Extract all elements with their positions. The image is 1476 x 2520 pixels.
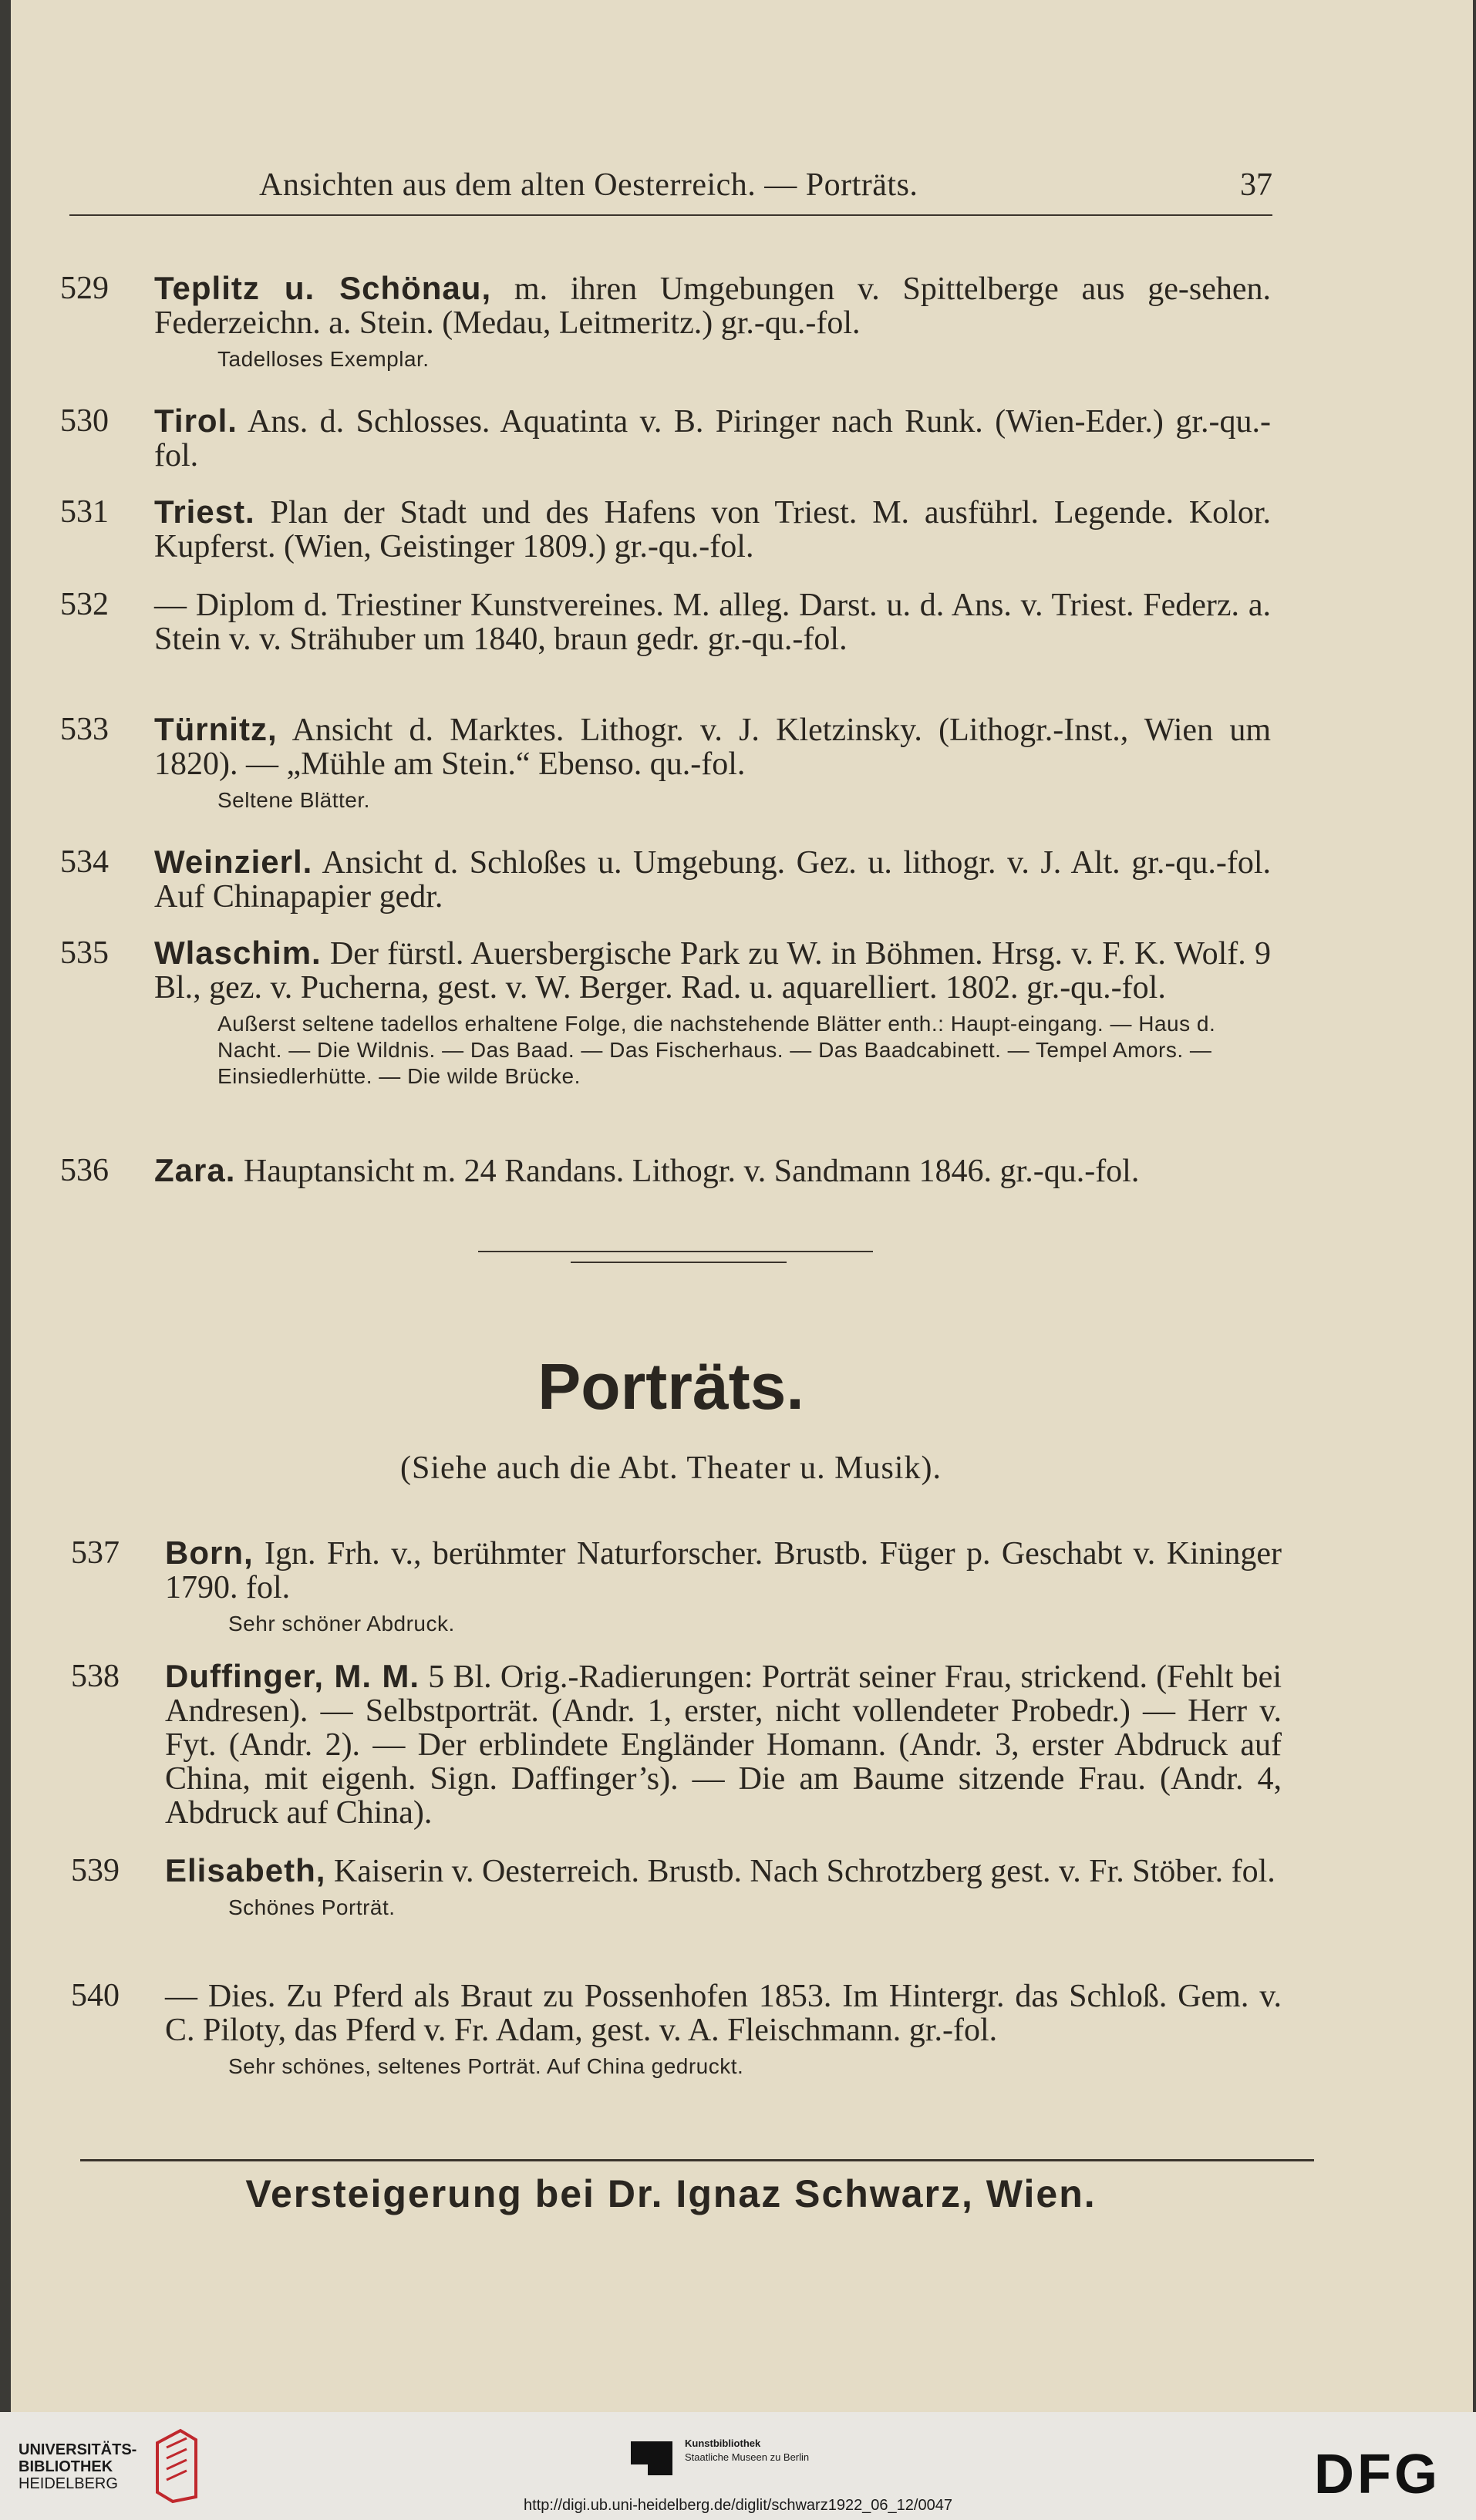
catalog-entry (60, 713, 1271, 814)
entry-body (154, 936, 1271, 1005)
kb-line-1: Kunstbibliothek (685, 2437, 761, 2449)
entry-heading: Triest. (154, 494, 255, 530)
entry-number: 534 (60, 844, 109, 880)
univ-line-2: BIBLIOTHEK (19, 2458, 113, 2475)
catalog-entry (60, 845, 1271, 914)
entry-body (154, 1154, 1271, 1188)
section-title: Porträts. (537, 1350, 804, 1423)
univ-line-3: HEIDELBERG (19, 2475, 118, 2492)
entry-body (165, 1854, 1282, 1888)
entry-body (154, 404, 1271, 473)
entry-number: 532 (60, 587, 109, 622)
entry-number: 538 (71, 1659, 120, 1694)
header-title: Ansichten aus dem alten Oesterreich. — Porträts. (259, 167, 918, 203)
kunstbibliothek-label (685, 2437, 809, 2464)
catalog-entry (60, 1154, 1271, 1188)
kb-line-2: Staatliche Museen zu Berlin (685, 2451, 810, 2463)
page-number: 37 (1240, 167, 1272, 203)
entry-body (154, 845, 1271, 914)
entry-note: Außerst seltene tadellos erhaltene Folge, die nachstehende Blätter enth.: Haupt-eingang. — Haus d. Nacht. — Die Wildnis. — Das Baad. — Das Fischerhaus. — Das Baadcabinett. — Tempel Amors. — Einsiedlerhütte. — Die wilde Brücke. (217, 1012, 1216, 1088)
entry-note: Sehr schönes, seltenes Porträt. Auf China gedruckt. (228, 2054, 744, 2078)
entry-body (165, 1659, 1282, 1830)
entry-number: 537 (71, 1535, 120, 1571)
entry-text: — Diplom d. Triestiner Kunstvereines. M. alleg. Darst. u. d. Ans. v. Triest. Federz. a. Stein v. v. Strähuber um 1840, braun gedr. gr.-qu.-fol. (154, 588, 1271, 657)
entry-note: Schönes Porträt. (228, 1895, 396, 1919)
running-header (69, 167, 1272, 216)
entry-number: 533 (60, 712, 109, 747)
catalog-entry (71, 1854, 1282, 1921)
entry-number: 536 (60, 1153, 109, 1188)
entry-body (154, 271, 1271, 340)
entry-number: 530 (60, 403, 109, 439)
entry-text: — Dies. Zu Pferd als Braut zu Possenhofen 1853. Im Hintergr. das Schloß. Gem. v. C. Piloty, das Pferd v. Fr. Adam, gest. v. A. Fleischmann. gr.-fol. (165, 1979, 1282, 2048)
entry-text: Der fürstl. Auersbergische Park zu W. in Böhmen. Hrsg. v. F. K. Wolf. 9 Bl., gez. v. Pucherna, gest. v. W. Berger. Rad. u. aquarelliert. 1802. gr.-qu.-fol. (154, 936, 1271, 1006)
heidelberg-library-logo-icon (150, 2427, 204, 2505)
entry-heading: Wlaschim. (154, 935, 322, 971)
section-divider-lower (571, 1262, 787, 1263)
entry-body (154, 713, 1271, 781)
entry-number: 539 (71, 1853, 120, 1888)
footer-rule (80, 2159, 1314, 2161)
auction-footer: Versteigerung bei Dr. Ignaz Schwarz, Wien. (245, 2172, 1097, 2215)
entry-note: Tadelloses Exemplar. (217, 347, 430, 371)
entry-text: 5 Bl. Orig.-Radierungen: Porträt seiner Frau, strickend. (Fehlt bei Andresen). — Selbstporträt. (Andr. 1, erster, nicht vollendeter Probedr.) — Herr v. Fyt. (Andr. 2). — Der erblindete Engländer Homann. (Andr. 3, erster Abdruck auf China, mit eigenh. Sign. Daffinger’s). — Die am Baume sitzende Frau. (Andr. 4, Abdruck auf China). (165, 1659, 1282, 1831)
section-divider (478, 1251, 873, 1252)
entry-text: Ign. Frh. v., berühmter Naturforscher. Brustb. Füger p. Geschabt v. Kininger 1790. fol. (165, 1536, 1282, 1605)
entry-heading: Duffinger, M. M. (165, 1658, 420, 1694)
entry-body (154, 495, 1271, 564)
entry-number: 540 (71, 1978, 120, 2013)
entry-text: m. ihren Umgebungen v. Spittelberge aus ge-sehen. Federzeichn. a. Stein. (Medau, Leitmeritz.) gr.-qu.-fol. (154, 271, 1272, 341)
section-subtitle: (Siehe auch die Abt. Theater u. Musik). (400, 1450, 942, 1486)
entry-heading: Born, (165, 1535, 254, 1571)
entry-note: Seltene Blätter. (217, 788, 370, 812)
entry-note: Sehr schöner Abdruck. (228, 1612, 455, 1636)
entry-number: 529 (60, 271, 109, 306)
dfg-logo: DFG (1314, 2444, 1441, 2505)
catalog-entry (71, 1979, 1282, 2080)
univ-line-1: UNIVERSITÄTS- (19, 2441, 137, 2458)
entry-text: Plan der Stadt und des Hafens von Triest. M. ausführl. Legende. Kolor. Kupferst. (Wien, Geistinger 1809.) gr.-qu.-fol. (154, 495, 1271, 564)
catalog-entry (71, 1536, 1282, 1637)
entry-body (154, 588, 1271, 656)
source-url[interactable]: http://digi.ub.uni-heidelberg.de/diglit/schwarz1922_06_12/0047 (524, 2497, 952, 2514)
entry-heading: Elisabeth, (165, 1852, 326, 1888)
entry-heading: Weinzierl. (154, 844, 313, 880)
entry-body (165, 1979, 1282, 2047)
catalog-entry (60, 588, 1271, 656)
entry-body (165, 1536, 1282, 1605)
catalog-entry (60, 271, 1271, 372)
entry-number: 535 (60, 935, 109, 971)
catalog-entry (60, 404, 1271, 473)
entry-text: Kaiserin v. Oesterreich. Brustb. Nach Schrotzberg gest. v. Fr. Stöber. fol. (325, 1854, 1275, 1889)
entry-heading: Türnitz, (154, 711, 278, 747)
entry-heading: Zara. (154, 1152, 236, 1188)
catalog-entry (60, 936, 1271, 1090)
kunstbibliothek-logo-icon (631, 2435, 672, 2477)
entry-number: 531 (60, 494, 109, 530)
entry-heading: Tirol. (154, 403, 238, 439)
catalog-entry (71, 1659, 1282, 1830)
entry-text: Hauptansicht m. 24 Randans. Lithogr. v. Sandmann 1846. gr.-qu.-fol. (235, 1154, 1140, 1189)
entry-text: Ans. d. Schlosses. Aquatinta v. B. Piringer nach Runk. (Wien-Eder.) gr.-qu.-fol. (154, 404, 1271, 473)
entry-text: Ansicht d. Schloßes u. Umgebung. Gez. u. lithogr. v. J. Alt. gr.-qu.-fol. Auf Chinapapier gedr. (154, 845, 1271, 915)
catalog-entry (60, 495, 1271, 564)
entry-heading: Teplitz u. Schönau, (154, 270, 492, 306)
entry-text: Ansicht d. Marktes. Lithogr. v. J. Kletzinsky. (Lithogr.-Inst., Wien um 1820). — „Mühle am Stein.“ Ebenso. qu.-fol. (154, 713, 1271, 782)
